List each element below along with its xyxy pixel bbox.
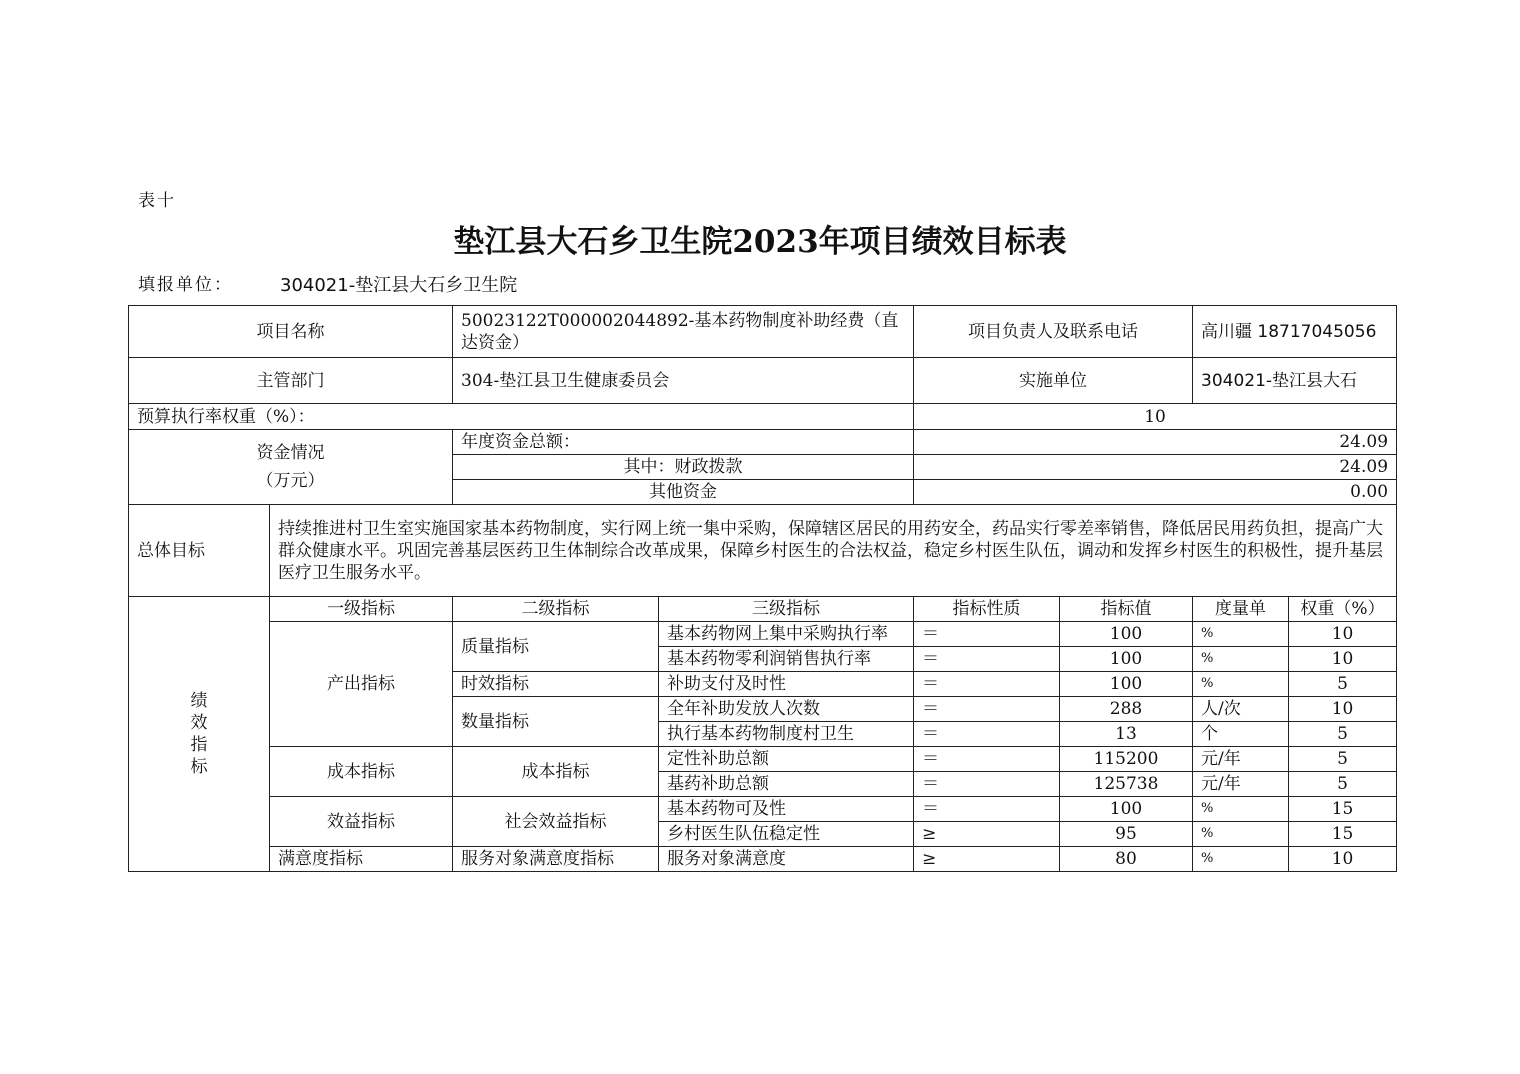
value-cell: 100 [1060, 647, 1193, 672]
header-level2: 二级指标 [453, 597, 659, 622]
nature-cell: ≥ [914, 822, 1060, 847]
project-name-label: 项目名称 [129, 306, 453, 358]
level3-cell: 补助支付及时性 [659, 672, 914, 697]
goal-label: 总体目标 [129, 505, 270, 597]
level3-cell: 乡村医生队伍稳定性 [659, 822, 914, 847]
level2-cell: 数量指标 [453, 697, 659, 747]
weight-cell: 5 [1289, 772, 1397, 797]
budget-weight-label: 预算执行率权重（%）： [129, 404, 914, 430]
level3-cell: 基本药物网上集中采购执行率 [659, 622, 914, 647]
form-number-label: 表十 [138, 191, 176, 211]
header-unit: 度量单 [1193, 597, 1289, 622]
contact-label: 项目负责人及联系电话 [914, 306, 1193, 358]
nature-cell: ＝ [914, 797, 1060, 822]
level3-cell: 定性补助总额 [659, 747, 914, 772]
table-row [129, 797, 1397, 822]
unit-cell: % [1193, 672, 1289, 697]
level3-cell: 全年补助发放人次数 [659, 697, 914, 722]
nature-cell: ＝ [914, 772, 1060, 797]
nature-cell: ＝ [914, 672, 1060, 697]
unit-cell: % [1193, 622, 1289, 647]
level2-cell: 成本指标 [453, 747, 659, 797]
level3-cell: 执行基本药物制度村卫生 [659, 722, 914, 747]
budget-weight-value: 10 [914, 404, 1397, 430]
value-cell: 100 [1060, 622, 1193, 647]
value-cell: 100 [1060, 672, 1193, 697]
level2-cell: 时效指标 [453, 672, 659, 697]
funds-label [129, 430, 453, 505]
weight-cell: 5 [1289, 722, 1397, 747]
header-level1: 一级指标 [270, 597, 453, 622]
unit-cell: 元/年 [1193, 772, 1289, 797]
page-title: 垫江县大石乡卫生院2023年项目绩效目标表 [453, 224, 1067, 260]
nature-cell: ≥ [914, 847, 1060, 872]
funds-other-label: 其他资金 [453, 480, 914, 505]
section-char: 指 [190, 735, 208, 755]
level3-cell: 基本药物可及性 [659, 797, 914, 822]
level2-cell: 社会效益指标 [453, 797, 659, 847]
header-weight: 权重（%） [1289, 597, 1397, 622]
filler-unit-label: 填报单位： [138, 275, 233, 295]
funds-label-line1: 资金情况 [256, 443, 325, 463]
performance-target-table [128, 305, 1397, 872]
unit-cell: % [1193, 647, 1289, 672]
header-nature: 指标性质 [914, 597, 1060, 622]
value-cell: 80 [1060, 847, 1193, 872]
header-value: 指标值 [1060, 597, 1193, 622]
impl-unit-value: 304021-垫江县大石 [1193, 358, 1397, 404]
funds-fiscal-label: 其中：财政拨款 [453, 455, 914, 480]
nature-cell: ＝ [914, 697, 1060, 722]
nature-cell: ＝ [914, 622, 1060, 647]
funds-fiscal-value: 24.09 [914, 455, 1397, 480]
dept-label: 主管部门 [129, 358, 453, 404]
weight-cell: 10 [1289, 647, 1397, 672]
value-cell: 115200 [1060, 747, 1193, 772]
level2-cell: 质量指标 [453, 622, 659, 672]
level1-cell: 成本指标 [270, 747, 453, 797]
value-cell: 288 [1060, 697, 1193, 722]
nature-cell: ＝ [914, 722, 1060, 747]
table-row [129, 747, 1397, 772]
goal-text: 持续推进村卫生室实施国家基本药物制度，实行网上统一集中采购，保障辖区居民的用药安全，药品实行零差率销售，降低居民用药负担，提高广大群众健康水平。巩固完善基层医药卫生体制综合改革成果，保障乡村医生的合法权益，稳定乡村医生队伍，调动和发挥乡村医生的积极性，提升基层医疗卫生服务水平。 [270, 505, 1397, 597]
unit-cell: % [1193, 822, 1289, 847]
unit-cell: % [1193, 847, 1289, 872]
value-cell: 95 [1060, 822, 1193, 847]
table-row [129, 847, 1397, 872]
header-level3: 三级指标 [659, 597, 914, 622]
funds-other-value: 0.00 [914, 480, 1397, 505]
unit-cell: 元/年 [1193, 747, 1289, 772]
indicators-section-label [129, 597, 270, 872]
unit-cell: 人/次 [1193, 697, 1289, 722]
weight-cell: 10 [1289, 622, 1397, 647]
weight-cell: 15 [1289, 822, 1397, 847]
level3-cell: 基本药物零利润销售执行率 [659, 647, 914, 672]
weight-cell: 5 [1289, 747, 1397, 772]
dept-value: 304-垫江县卫生健康委员会 [453, 358, 914, 404]
section-char: 绩 [190, 691, 208, 711]
nature-cell: ＝ [914, 747, 1060, 772]
funds-label-line2: （万元） [256, 471, 325, 491]
level1-cell: 产出指标 [270, 622, 453, 747]
contact-value: 高川疆 18717045056 [1193, 306, 1397, 358]
level1-cell: 满意度指标 [270, 847, 453, 872]
weight-cell: 10 [1289, 847, 1397, 872]
funds-total-value: 24.09 [914, 430, 1397, 455]
unit-cell: % [1193, 797, 1289, 822]
section-char: 效 [190, 713, 208, 733]
weight-cell: 10 [1289, 697, 1397, 722]
section-char: 标 [190, 757, 208, 777]
project-name-value: 50023122T000002044892-基本药物制度补助经费（直达资金） [453, 306, 914, 358]
nature-cell: ＝ [914, 647, 1060, 672]
level3-cell: 服务对象满意度 [659, 847, 914, 872]
value-cell: 100 [1060, 797, 1193, 822]
value-cell: 13 [1060, 722, 1193, 747]
funds-total-label: 年度资金总额： [453, 430, 914, 455]
level2-cell: 服务对象满意度指标 [453, 847, 659, 872]
level1-cell: 效益指标 [270, 797, 453, 847]
level3-cell: 基药补助总额 [659, 772, 914, 797]
weight-cell: 5 [1289, 672, 1397, 697]
weight-cell: 15 [1289, 797, 1397, 822]
unit-cell: 个 [1193, 722, 1289, 747]
impl-unit-label: 实施单位 [914, 358, 1193, 404]
value-cell: 125738 [1060, 772, 1193, 797]
filler-unit-value: 304021-垫江县大石乡卫生院 [280, 275, 518, 296]
table-row [129, 622, 1397, 647]
